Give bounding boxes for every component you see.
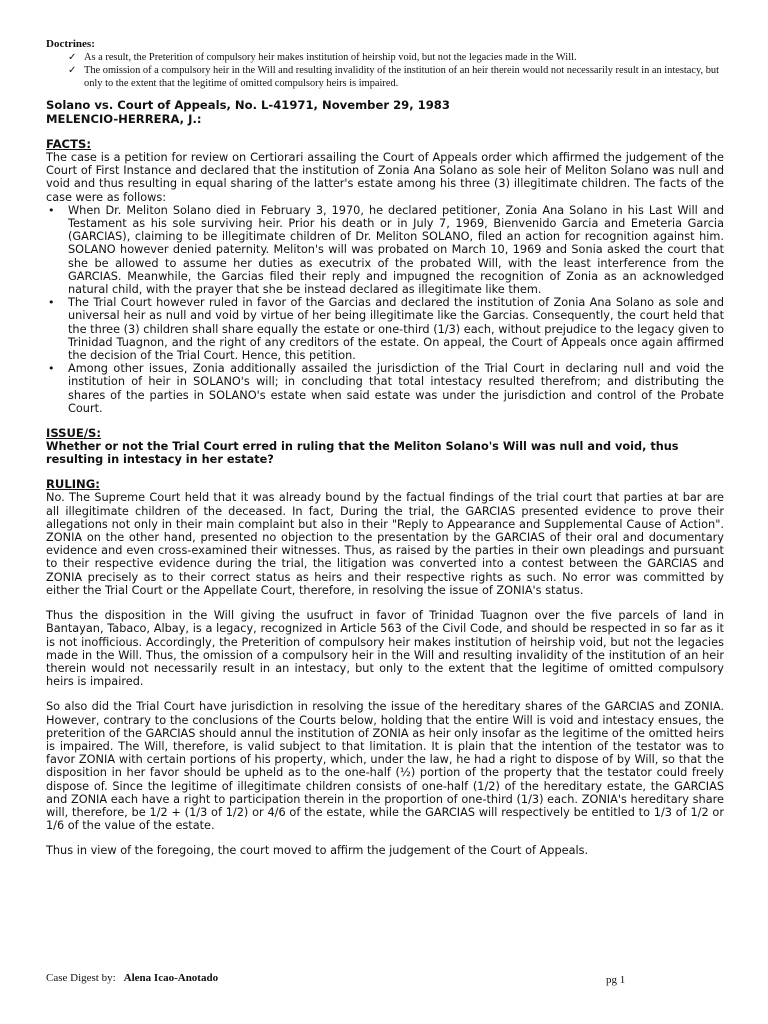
page-number: pg 1 xyxy=(606,974,626,986)
issue-question: Whether or not the Trial Court erred in ruling that the Meliton Solano's Will was null and void, thus resulting in intestacy in her estate? xyxy=(46,440,679,467)
facts-intro: The case is a petition for review on Certiorari assailing the Court of Appeals order which affirmed the judgement of the Court of First Instance and declared that the institution of Zonia Ana Solano as sole heir of Meliton Solano was null and void and thus resulting in equal sharing of the latter's estate among his three (3) illegitimate children. The facts of the case were as follows: xyxy=(46,151,724,204)
facts-list xyxy=(46,204,724,415)
footer-credit xyxy=(46,972,218,984)
bullet-icon: • xyxy=(48,362,55,376)
doctrines-label: Doctrines: xyxy=(46,38,95,50)
fact-text: The Trial Court however ruled in favor of the Garcias and declared the institution of Zonia Ana Solano as sole and universal heir as null and void by virtue of her being illegitimate like the Garcias. Consequently, the court held that the three (3) children shall share equally the estate or one-third (1/3) each, without prejudice to the legacy given to Trinidad Tuagnon, and the right of any creditors of the estate. On appeal, the Court of Appeals once again affirmed the decision of the Trial Court. Hence, this petition. xyxy=(68,296,724,363)
page-footer xyxy=(46,972,724,988)
fact-item xyxy=(46,204,724,296)
fact-text: When Dr. Meliton Solano died in February 3, 1970, he declared petitioner, Zonia Ana Solano in his Last Will and Testament as his sole surviving heir. Prior his death or in July 7, 1969, Bienvenido Garcia and Emeteria Garcia (GARCIAS), claiming to be illegitimate children of Dr. Meliton SOLANO, filed an action for recognition against him. SOLANO however denied paternity. Meliton's will was probated on March 10, 1969 and Sonia asked the court that she be allowed to assume her duties as executrix of the probated Will, with the least interference from the GARCIAS. Meanwhile, the Garcias filed their reply and impugned the recognition of Zonia as an acknowledged natural child, with the prayer that she be instead declared as illegitimate like them. xyxy=(68,203,724,297)
doctrine-item xyxy=(68,64,724,90)
facts-heading: FACTS: xyxy=(46,137,91,151)
ruling-paragraph: No. The Supreme Court held that it was already bound by the factual findings of the trial court that parties at bar are all illegitimate children of the deceased. In fact, During the trial, the GARCIAS presented evidence to prove their allegations not only in their main complaint but also in their "Reply to Appearance and Supplemental Cause of Action". ZONIA on the other hand, presented no objection to the presentation by the GARCIAS of their oral and documentary evidence and even cross-examined their witnesses. Thus, as raised by the parties in their own pleadings and pursuant to their respective evidence during the trial, the litigation was converted into a contest between the GARCIAS and ZONIA precisely as to their correct status as heirs and their respective rights as such. No error was committed by either the Trial Court or the Appellate Court, therefore, in resolving the issue of ZONIA's status. xyxy=(46,491,724,597)
check-icon: ✓ xyxy=(68,52,77,63)
bullet-icon: • xyxy=(48,296,55,310)
fact-item xyxy=(46,362,724,415)
issue-heading: ISSUE/S: xyxy=(46,426,102,441)
fact-text: Among other issues, Zonia additionally assailed the jurisdiction of the Trial Court in declaring null and void the institution of heir in SOLANO's will; in concluding that total intestacy resulted therefrom; and distributing the shares of the parties in SOLANO's estate when said estate was under the jurisdiction and control of the Probate Court. xyxy=(68,362,724,415)
check-icon: ✓ xyxy=(68,65,77,76)
ruling-paragraph: So also did the Trial Court have jurisdiction in resolving the issue of the hereditary shares of the GARCIAS and ZONIA. However, contrary to the conclusions of the Courts below, holding that the entire Will is void and intestacy ensues, the preterition of the GARCIAS should annul the institution of ZONIA as heir only insofar as the legitime of the omitted heirs is impaired. The Will, therefore, is valid subject to that limitation. It is plain that the intention of the testator was to favor ZONIA with certain portions of his property, which, under the law, he had a right to dispose of by Will, so that the disposition in her favor should be upheld as to the one-half (½) portion of the property that the testator could freely dispose of. Since the legitime of illegitimate children consists of one-half (1/2) of the hereditary estate, the GARCIAS and ZONIA each have a right to participation therein in the proportion of one-third (1/3) each. ZONIA's hereditary share will, therefore, be 1/2 + (1/3 of 1/2) or 4/6 of the estate, while the GARCIAS will respectively be entitled to 1/3 of 1/2 or 1/6 of the value of the estate. xyxy=(46,700,724,833)
doctrines-list xyxy=(46,51,724,90)
doctrine-text: The omission of a compulsory heir in the Will and resulting invalidity of the institution of an heir therein would not necessarily result in an intestacy, but only to the extent that the legitime of omitted compulsory heirs is impaired. xyxy=(84,65,720,89)
ruling-paragraph: Thus the disposition in the Will giving the usufruct in favor of Trinidad Tuagnon over the five parcels of land in Bantayan, Tabaco, Albay, is a legacy, recognized in Article 563 of the Civil Code, and should be respected in so far as it is not inofficious. Accordingly, the Preterition of compulsory heir makes institution of heirship void, but not the legacies made in the Will. Thus, the omission of a compulsory heir in the Will and resulting invalidity of the institution of an heir therein would not necessarily result in an intestacy, but only to the extent that the legitime of omitted compulsory heirs is impaired. xyxy=(46,609,724,689)
ruling-conclusion: Thus in view of the foregoing, the court moved to affirm the judgement of the Court of Appeals. xyxy=(46,844,589,858)
footer-author: Alena Icao-Anotado xyxy=(123,972,219,984)
bullet-icon: • xyxy=(48,203,55,217)
fact-item xyxy=(46,296,724,362)
doctrine-text: As a result, the Preterition of compulsory heir makes institution of heirship void, but not the legacies made in the Will. xyxy=(84,52,577,63)
ruling-heading: RULING: xyxy=(46,477,100,492)
footer-label: Case Digest by: xyxy=(46,972,116,984)
doctrine-item xyxy=(68,51,724,64)
document-page xyxy=(46,38,724,858)
case-header xyxy=(46,98,724,126)
case-ponente: MELENCIO-HERRERA, J.: xyxy=(46,112,202,126)
case-title: Solano vs. Court of Appeals, No. L-41971, November 29, 1983 xyxy=(46,98,450,112)
